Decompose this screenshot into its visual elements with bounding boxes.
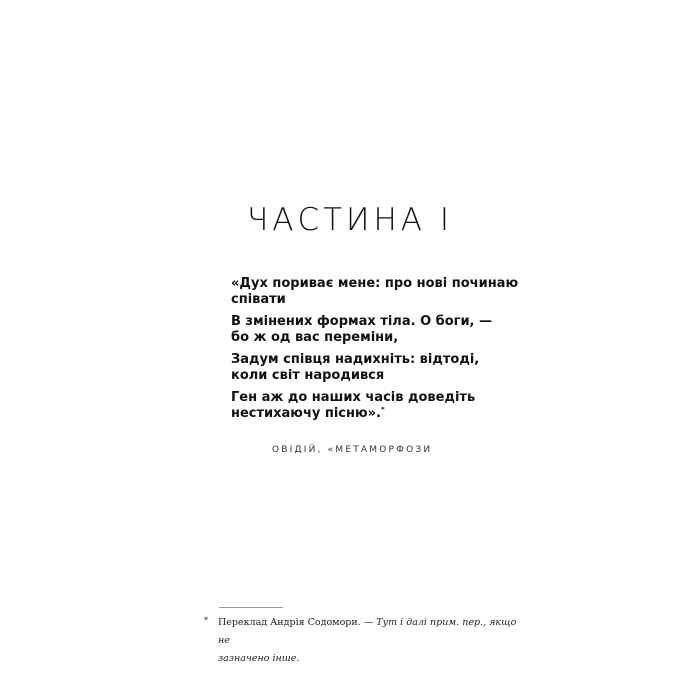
footnote-reference[interactable]: *: [380, 405, 385, 414]
footnote-marker: *: [204, 616, 208, 625]
footnote-divider: [219, 607, 283, 608]
epigraph-stanza-2: [231, 314, 531, 346]
epigraph-line: В змінених формах тіла. О боги, —: [231, 314, 493, 329]
epigraph-stanza-3: [231, 352, 531, 384]
epigraph: [231, 276, 531, 428]
epigraph-stanza-1: [231, 276, 531, 308]
epigraph-line: коли світ народився: [231, 368, 385, 383]
footnote: [204, 614, 518, 668]
epigraph-line-text: нестихаючу пісню».: [231, 406, 381, 421]
epigraph-line: бо ж од вас переміни,: [231, 330, 399, 345]
epigraph-attribution: ОВІДІЙ, «МЕТАМОРФОЗИ: [272, 445, 433, 455]
epigraph-stanza-4: [231, 390, 531, 422]
footnote-text: Переклад Андрія Содомори. —: [218, 617, 377, 628]
epigraph-line: «Дух пориває мене: про нові починаю: [231, 276, 519, 291]
epigraph-line-last: [231, 406, 531, 422]
epigraph-line: Задум співця надихніть: відтоді,: [231, 352, 480, 367]
epigraph-line: співати: [231, 292, 286, 307]
footnote-italic-text: Тут і далі прим. пер., якщо не: [218, 617, 517, 646]
footnote-italic-text-continued: зазначено інше.: [218, 653, 300, 664]
epigraph-line: Ген аж до наших часів доведіть: [231, 390, 476, 405]
part-title: ЧАСТИНА І: [247, 202, 453, 238]
